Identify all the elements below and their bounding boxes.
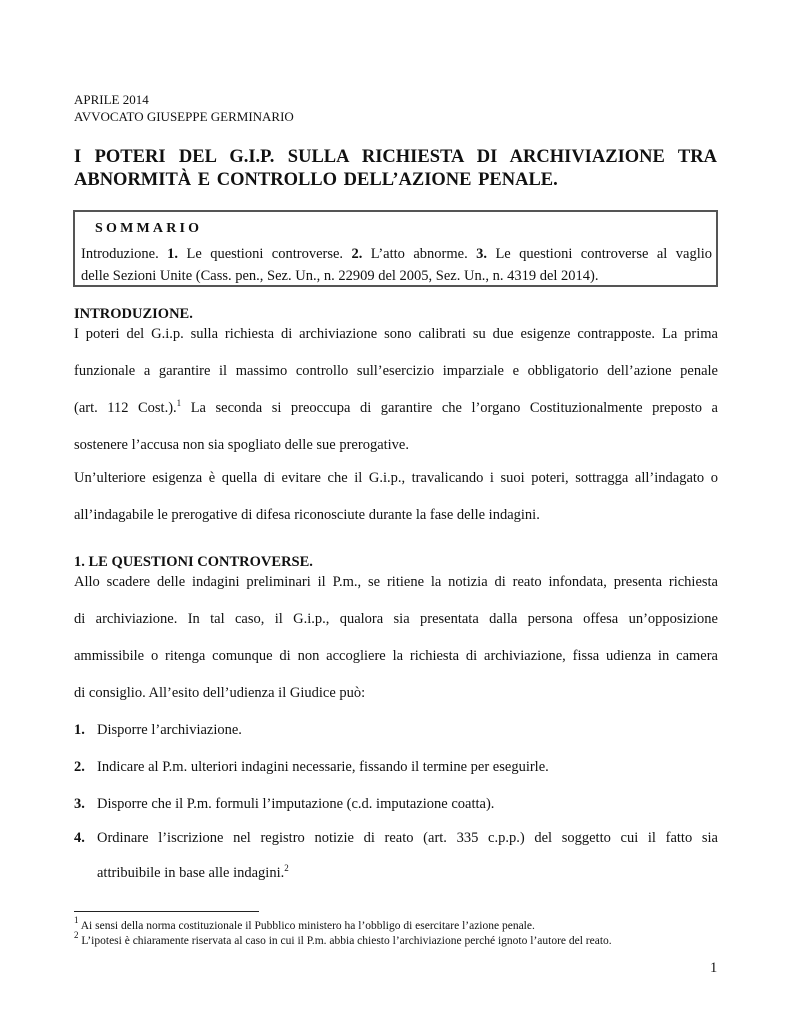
summary-line-1 — [81, 243, 712, 265]
list-text: Disporre che il P.m. formuli l’imputazione (c.d. imputazione coatta). — [97, 796, 495, 812]
intro-line: I poteri del G.i.p. sulla richiesta di archiviazione sono calibrati su due esigenze contrapposte. La prima — [74, 326, 718, 342]
document-date: APRILE 2014 — [74, 92, 149, 107]
footnote-ref[interactable]: 1 — [176, 398, 182, 408]
summary-intro: Introduzione. — [81, 246, 168, 262]
document-author: AVVOCATO GIUSEPPE GERMINARIO — [74, 109, 294, 124]
intro-line: funzionale a garantire il massimo controllo sull’esercizio imparziale e obbligatorio dell’azione penale — [74, 363, 718, 379]
list-text-tail: attribuibile in base alle indagini. — [97, 865, 285, 881]
list-text-continued — [97, 865, 718, 882]
summary-text — [81, 243, 712, 287]
title-line-2: ABNORMITÀ E CONTROLLO DELL’AZIONE PENALE. — [74, 170, 558, 190]
footnote-number: 2 — [74, 930, 79, 940]
list-number: 1. — [74, 722, 85, 738]
summary-topic-1: Le questioni controverse. — [178, 246, 352, 262]
section-1-heading: 1. LE QUESTIONI CONTROVERSE. — [74, 554, 313, 570]
document-meta — [74, 91, 294, 125]
footnote-1 — [74, 915, 535, 933]
summary-heading: SOMMARIO — [95, 221, 203, 236]
list-text: Ordinare l’iscrizione nel registro notizie di reato (art. 335 c.p.p.) del soggetto cui il fatto sia — [97, 830, 718, 846]
summary-num-1: 1. — [167, 246, 179, 262]
intro-citation: (art. 112 Cost.). — [74, 400, 177, 416]
summary-num-2: 2. — [351, 246, 363, 262]
list-number: 2. — [74, 759, 85, 775]
document-title — [74, 146, 717, 192]
section-line: di archiviazione. In tal caso, il G.i.p., qualora sia presentata dalla persona offesa un’opposizione — [74, 611, 718, 627]
summary-line-2: delle Sezioni Unite (Cass. pen., Sez. Un., n. 22909 del 2005, Sez. Un., n. 4319 del 2014). — [81, 268, 599, 284]
summary-topic-3: Le questioni controverse al vaglio — [487, 246, 712, 262]
footnote-number: 1 — [74, 915, 79, 925]
summary-box — [73, 210, 718, 287]
title-line-1: I POTERI DEL G.I.P. SULLA RICHIESTA DI ARCHIVIAZIONE TRA — [74, 147, 717, 167]
intro-line: Un’ulteriore esigenza è quella di evitare che il G.i.p., travalicando i suoi poteri, sottragga all’indagato o — [74, 470, 718, 486]
footnote-2 — [74, 930, 612, 948]
footnote-text: L’ipotesi è chiaramente riservata al caso in cui il P.m. abbia chiesto l’archiviazione perché ignoto l’autore del reato. — [78, 935, 612, 947]
list-text: Disporre l’archiviazione. — [97, 722, 242, 738]
intro-line — [74, 400, 718, 417]
footnote-divider — [74, 911, 259, 912]
intro-text: La seconda si preoccupa di garantire che l’organo Costituzionalmente preposto a — [190, 400, 718, 416]
summary-topic-2: L’atto abnorme. — [362, 246, 477, 262]
list-text: Indicare al P.m. ulteriori indagini necessarie, fissando il termine per eseguirle. — [97, 759, 549, 775]
summary-num-3: 3. — [476, 246, 488, 262]
section-line: ammissibile o ritenga comunque di non accogliere la richiesta di archiviazione, fissa udienza in camera — [74, 648, 718, 664]
section-line: di consiglio. All’esito dell’udienza il Giudice può: — [74, 685, 366, 701]
page-number: 1 — [710, 960, 718, 976]
list-number: 4. — [74, 830, 85, 846]
intro-heading: INTRODUZIONE. — [74, 306, 193, 322]
footnote-text: Ai sensi della norma costituzionale il Pubblico ministero ha l’obbligo di esercitare l’azione penale. — [78, 920, 535, 932]
section-line: Allo scadere delle indagini preliminari il P.m., se ritiene la notizia di reato infondata, presenta richiesta — [74, 574, 718, 590]
intro-line: all’indagabile le prerogative di difesa riconosciute durante la fase delle indagini. — [74, 507, 540, 523]
intro-line: sostenere l’accusa non sia spogliato delle sue prerogative. — [74, 437, 409, 453]
footnote-ref[interactable]: 2 — [284, 863, 289, 873]
list-number: 3. — [74, 796, 85, 812]
